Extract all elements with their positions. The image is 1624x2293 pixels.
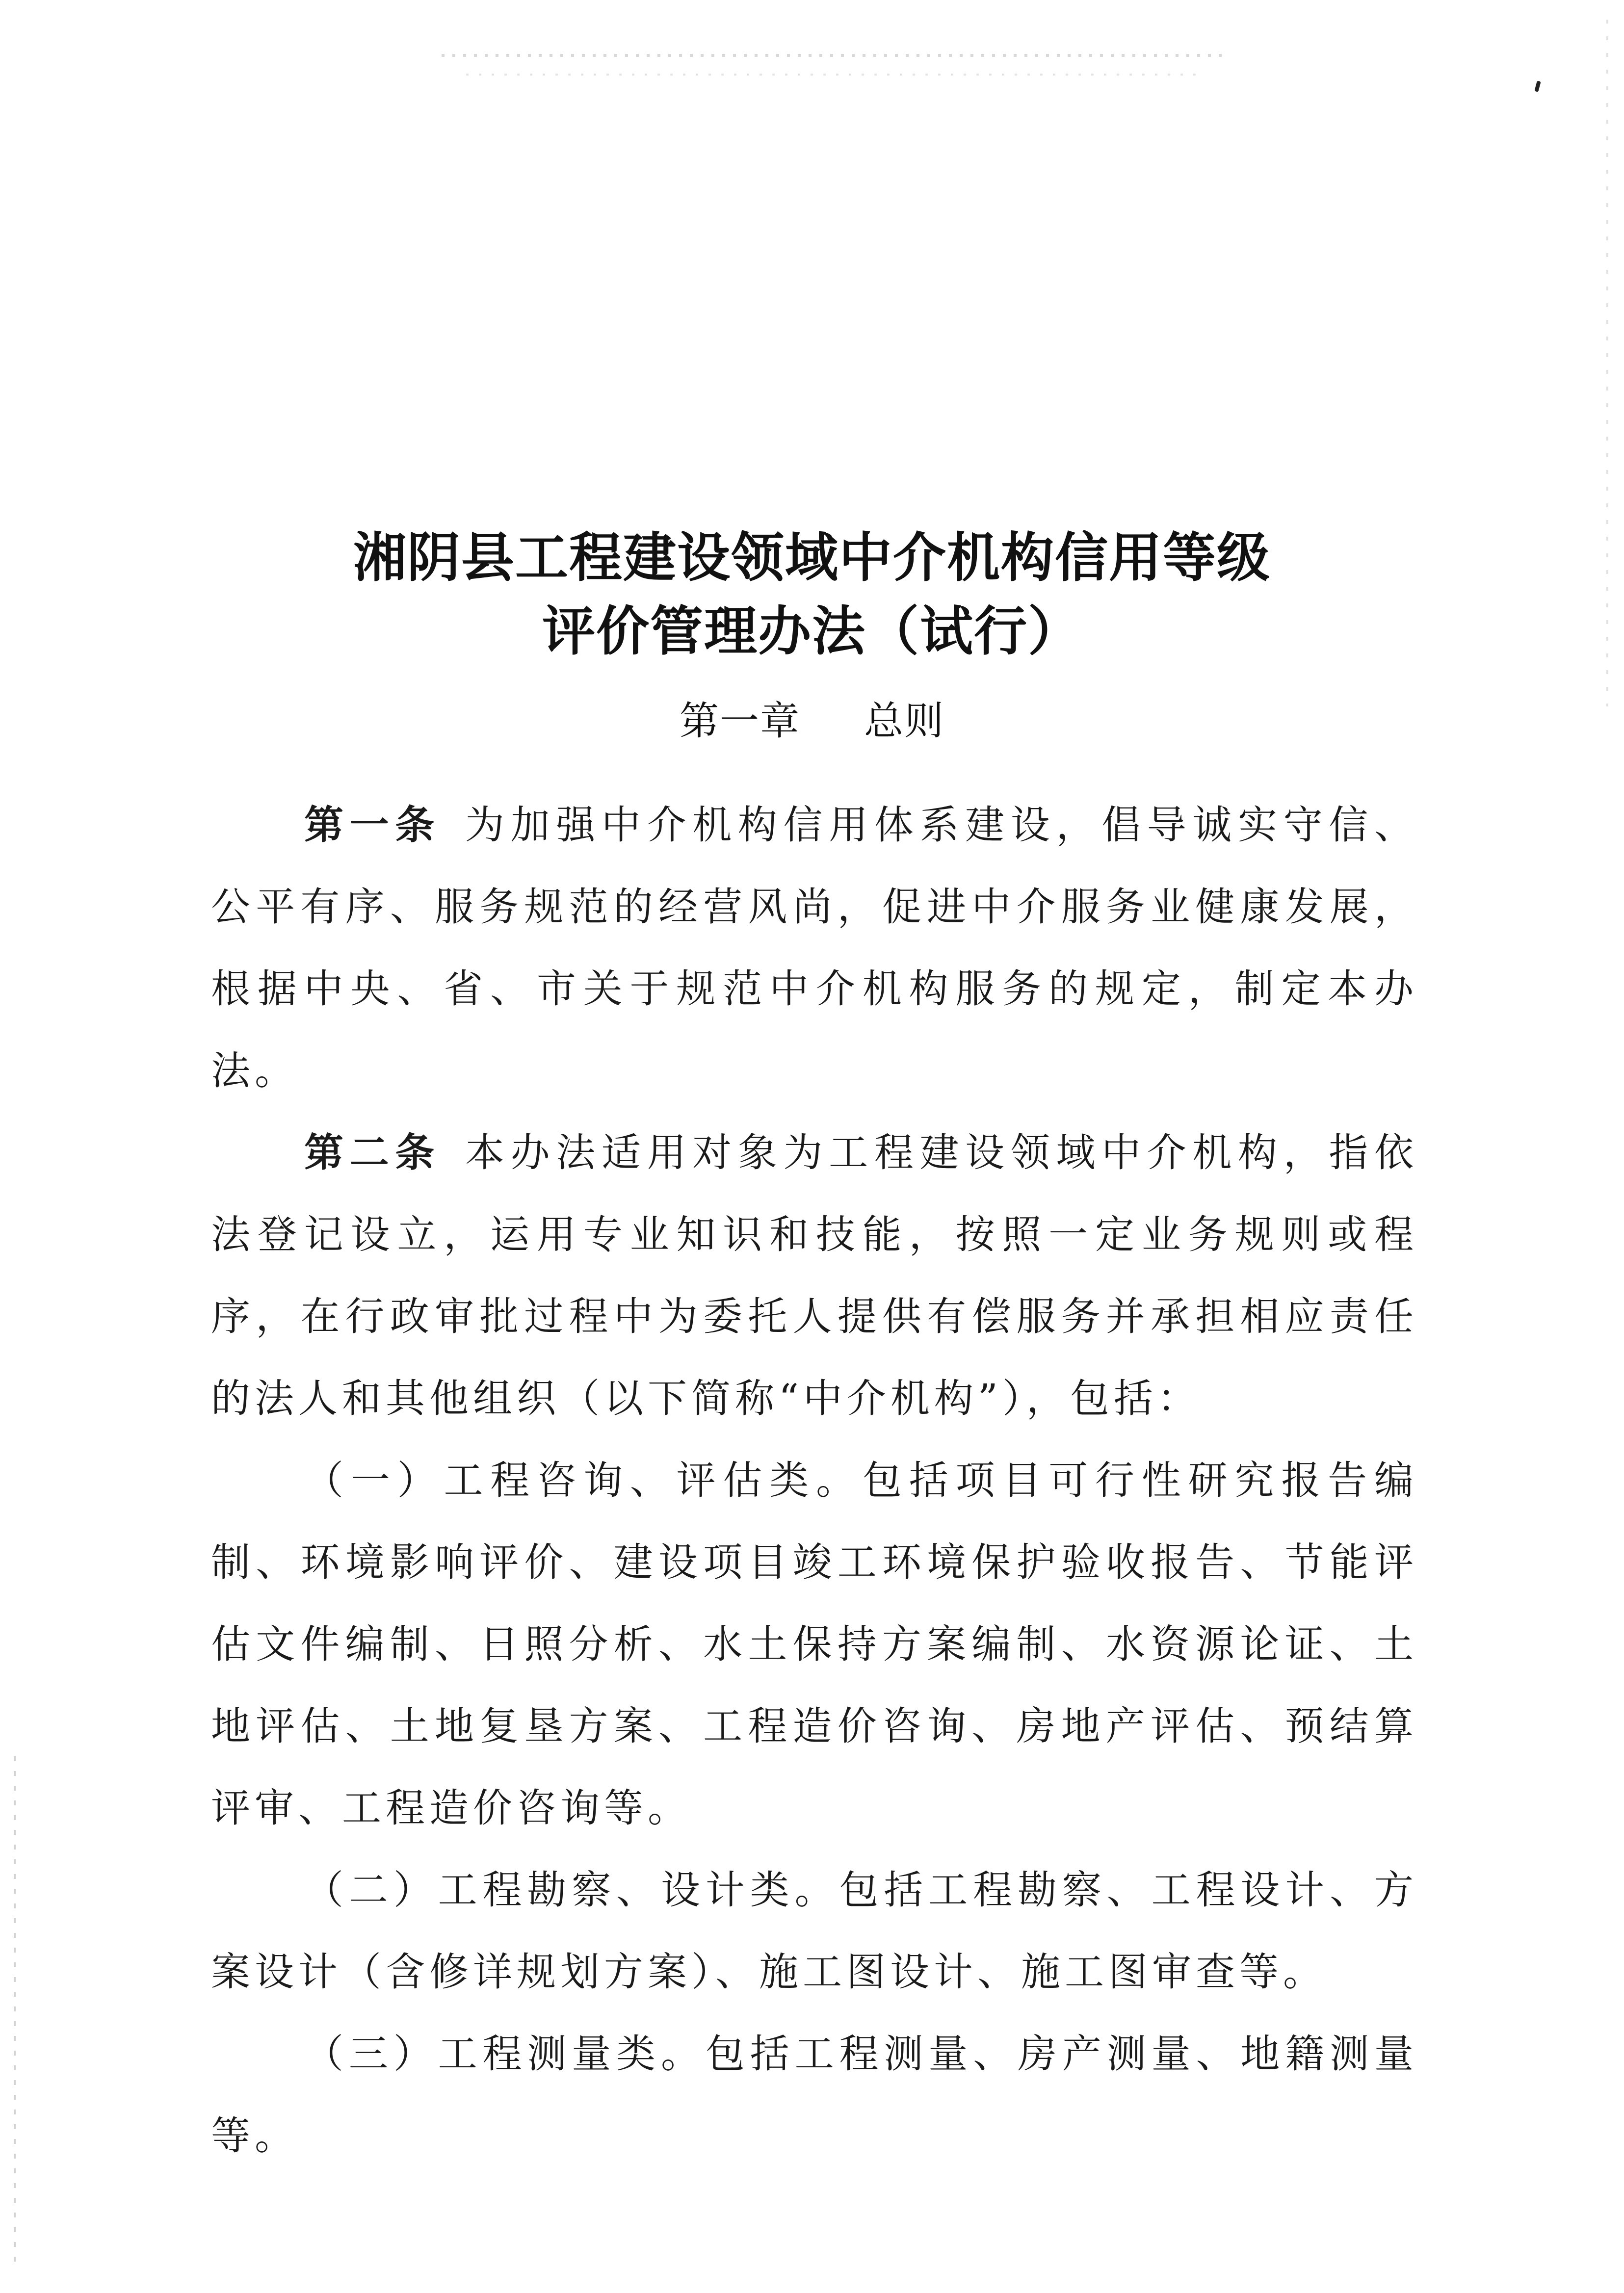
article-2-paragraph [211, 1112, 1418, 1439]
document-title-line-2: 评价管理办法（试行） [542, 600, 1082, 662]
item-3-paragraph [211, 2013, 1418, 2177]
scan-speck [1534, 80, 1541, 92]
article-1-paragraph [211, 784, 1418, 1112]
item-3-text: （三）工程测量类。包括工程测量、房产测量、地籍测量等。 [211, 2031, 1418, 2159]
chapter-heading [0, 689, 1624, 746]
article-1-text: 为加强中介机构信用体系建设，倡导诚实守信、公平有序、服务规范的经营风尚，促进中介服务业健康发展，根据中央、省、市关于规范中介机构服务的规定，制定本办法。 [211, 802, 1418, 1094]
item-1-text: （一）工程咨询、评估类。包括项目可行性研究报告编制、环境影响评价、建设项目竣工环境保护验收报告、节能评估文件编制、日照分析、水土保持方案编制、水资源论证、土地评估、土地复垦方案、工程造价咨询、房地产评估、预结算评审、工程造价咨询等。 [211, 1458, 1418, 1831]
scan-artifact-left [14, 1756, 16, 2271]
document-title-line-1: 湘阴县工程建设领域中介机构信用等级 [353, 527, 1271, 589]
item-1-paragraph [211, 1439, 1418, 1849]
article-2-label: 第二条 [304, 1130, 441, 1175]
article-2-text: 本办法适用对象为工程建设领域中介机构，指依法登记设立，运用专业知识和技能，按照一定业务规则或程序，在行政审批过程中为委托人提供有偿服务并承担相应责任的法人和其他组织（以下简称“中介机构”），包括： [211, 1130, 1418, 1421]
document-body [211, 784, 1418, 2177]
item-2-paragraph [211, 1849, 1418, 2013]
chapter-number: 第一章 [680, 698, 800, 744]
scan-artifact-top-2 [466, 74, 1202, 76]
article-1-label: 第一条 [304, 802, 441, 848]
item-2-text: （二）工程勘察、设计类。包括工程勘察、工程设计、方案设计（含修详规划方案）、施工图设计、施工图审查等。 [211, 1867, 1418, 1995]
scan-artifact-top [442, 54, 1227, 57]
chapter-name: 总则 [864, 698, 944, 744]
